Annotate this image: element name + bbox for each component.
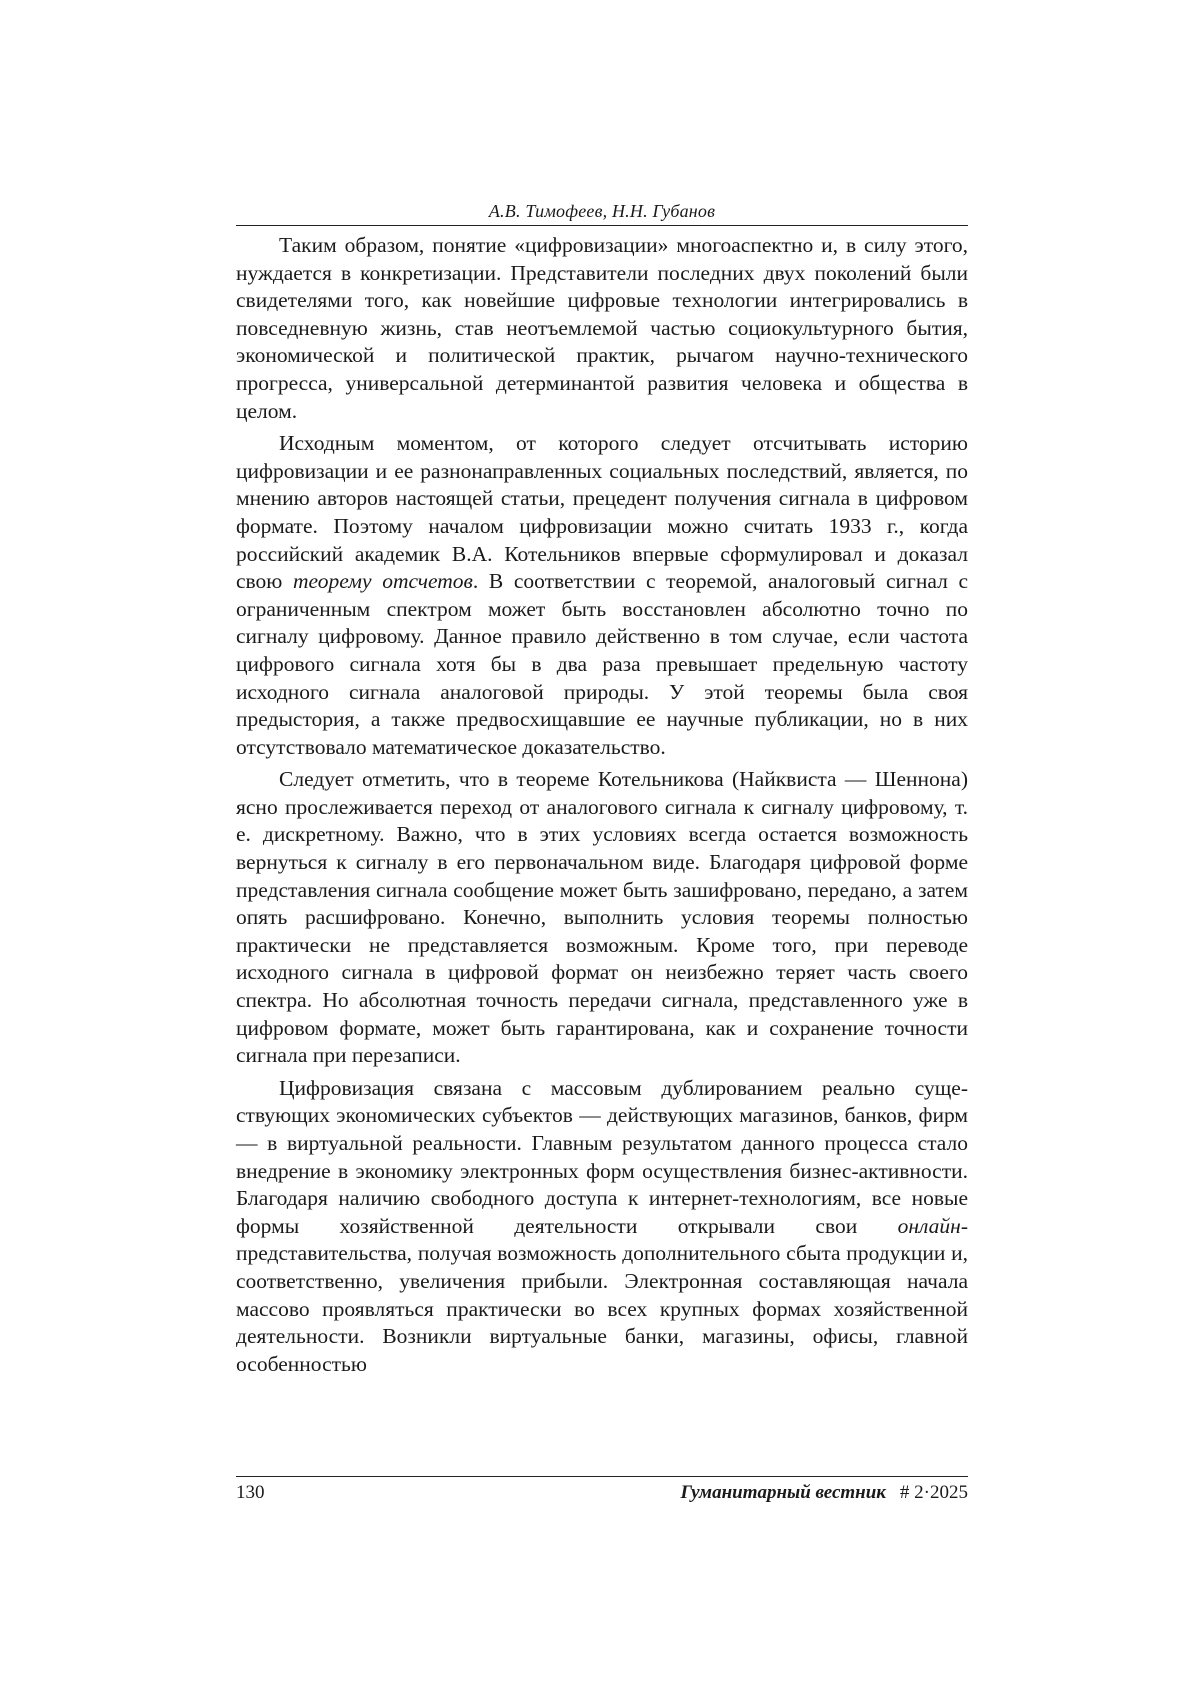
journal-info [680, 1481, 968, 1505]
issue-number: # 2·2025 [899, 1482, 968, 1503]
page-footer [236, 1476, 968, 1505]
paragraph-4-emphasis: онлайн [897, 1213, 961, 1238]
paragraph-2-emphasis: теорему отсчетов [293, 569, 473, 594]
page [236, 200, 968, 1383]
article-body [236, 232, 968, 1378]
paragraph-4-text-after: -представительства, получая возможность дополнительного сбыта продукции и, соответственно, увеличения прибыли. Электронная составляющая начала массово проявляться практически во всех крупных формах хозяйственной деятельности. Возникли виртуальные банки, магазины, офисы, главной особенностью [236, 1213, 968, 1376]
paragraph-4 [236, 1075, 968, 1379]
paragraph-4-text-before: Цифровизация связана с массовым дублированием реально существующих экономических субъектов — действующих магазинов, банков, фирм — в виртуальной реальности. Главным результатом данного процесса стало внедрение в экономику электронных форм осуществления бизнес-активности. Благодаря наличию свободного доступа к интернет-технологиям, все новые формы хозяйственной деятельности открывали свои [236, 1075, 968, 1238]
paragraph-2-text-before: Исходным моментом, от которого следует отсчитывать историю цифровизации и ее разнонаправленных социальных последствий, является, по мнению авторов настоящей статьи, прецедент получения сигнала в цифровом формате. Поэтому началом цифровизации можно считать 1933 г., когда российский академик В.А. Котельников впервые сформулировал и доказал свою [236, 431, 968, 594]
journal-title: Гуманитарный вестник [680, 1482, 886, 1503]
paragraph-3-text: Следует отметить, что в теореме Котельникова (Найквиста — Шеннона) ясно прослеживается переход от аналогового сигнала к сигналу цифровому, т. е. дискретному. Важно, что в этих условиях всегда остается возможность вернуться к сигналу в его первоначальном виде. Благодаря цифровой форме представления сигнала сообщение может быть зашифровано, передано, а затем опять расшифровано. Конечно, выполнить условия теоремы полностью практически не представляется возможным. Кроме того, при переводе исходного сигнала в цифровой формат он неизбежно теряет часть своего спектра. Но абсолютная точность передачи сигнала, представленного уже в цифровом формате, может быть гарантирована, как и сохранение точности сигнала при перезаписи. [236, 767, 968, 1068]
paragraph-3 [236, 766, 968, 1070]
paragraph-1 [236, 232, 968, 425]
paragraph-2 [236, 430, 968, 761]
running-head: А.В. Тимофеев, Н.Н. Губанов [236, 200, 968, 226]
paragraph-2-text-after: . В соответствии с теоремой, аналоговый сигнал с ограниченным спектром может быть восстановлен абсолютно точно по сигналу цифровому. Данное правило действенно в том случае, если частота цифрового сигнала хотя бы в два раза превышает предельную частоту исходного сигнала аналоговой природы. У этой теоремы была своя предыстория, а также предвосхищавшие ее научные публикации, но в них отсутствовало математическое доказательство. [236, 569, 969, 759]
paragraph-1-text: Таким образом, понятие «цифровизации» многоаспектно и, в силу этого, нуждается в конкретизации. Представители последних двух поколений были свидетелями того, как новейшие цифровые технологии интегрировались в повседневную жизнь, став неотъемлемой частью социокультурного бытия, экономической и политической практик, рычагом научно-технического прогресса, универсальной детерминантой развития человека и общества в целом. [236, 233, 968, 423]
page-number: 130 [236, 1482, 265, 1503]
